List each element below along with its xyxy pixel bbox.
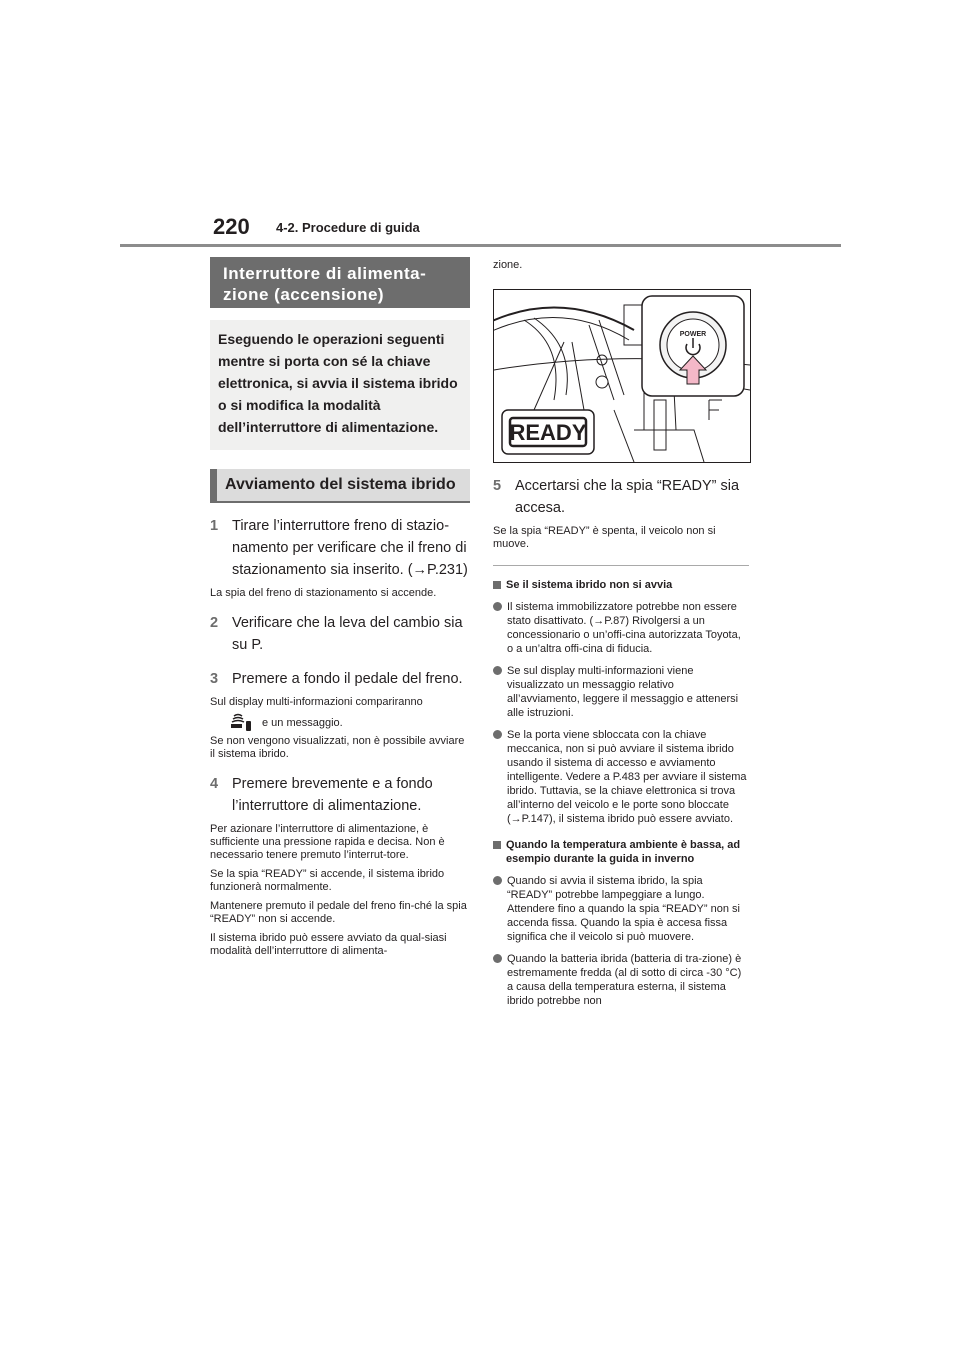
header-rule — [120, 244, 841, 247]
step-5 — [493, 475, 749, 519]
left-column — [210, 257, 470, 958]
step-2 — [210, 612, 470, 656]
step-note: Per azionare l’interruttore di alimentazione, è sufficiente una pressione rapida e decisa. Non è necessario tenere premuto l’interrut-tore. — [210, 823, 445, 861]
indicator-text: e un messaggio. — [262, 717, 343, 729]
indicator-line — [210, 713, 470, 733]
step-note: Sul display multi-informazioni compariranno — [210, 696, 423, 708]
step-note: Se non vengono visualizzati, non è possibile avviare il sistema ibrido. — [210, 735, 465, 760]
bullet-dot-icon — [493, 876, 502, 885]
intro-box: Eseguendo le operazioni seguenti mentre si porta con sé la chiave elettronica, si avvia il sistema ibrido o si modifica la modalità dell’interruttore di alimentazione. — [210, 320, 470, 450]
power-label: POWER — [679, 331, 707, 338]
list-item — [493, 952, 749, 1008]
bullet-dot-icon — [493, 730, 502, 739]
notice-heading — [493, 838, 749, 866]
bullet-text: Se sul display multi-informazioni viene visualizzato un messaggio relativo all’avviamento, leggere il messaggio e attenersi alle istruzioni. — [507, 665, 739, 719]
section-title: Interruttore di alimenta-zione (accensione) — [210, 257, 470, 308]
step-4 — [210, 773, 470, 817]
brake-pedal-icon — [228, 713, 254, 733]
bullet-text: Quando si avvia il sistema ibrido, la spia “READY” potrebbe lampeggiare a lungo. Attendere fino a quando la spia “READY” non si accenda fissa. Quando la spia è accesa fissa significa che il veicolo si può muovere. — [507, 875, 740, 943]
step-number: 3 — [210, 671, 219, 687]
power-switch-figure — [493, 289, 751, 463]
step-note: La spia del freno di stazionamento si accende. — [210, 587, 437, 599]
continuation-text: zione. — [493, 259, 523, 271]
step-note: Il sistema ibrido può essere avviato da qual-siasi modalità dell’interruttore di alimenta- — [210, 932, 447, 957]
step-text: Tirare l’interruttore freno di stazio-namento per verificare che il freno di stazionamento sia inserito. (→P.231) — [232, 518, 468, 578]
subsection-title: Avviamento del sistema ibrido — [210, 469, 470, 503]
bullet-dot-icon — [493, 602, 502, 611]
section-header: 4-2. Procedure di guida — [276, 220, 420, 235]
bullet-text: Quando la batteria ibrida (batteria di tra-zione) è estremamente fredda (al di sotto di circa -30 °C) a causa della temperatura esterna, il sistema ibrido potrebbe non — [507, 953, 742, 1007]
step-note: Se la spia “READY” è spenta, il veicolo non si muove. — [493, 525, 716, 550]
heading-text: Quando la temperatura ambiente è bassa, ad esempio durante la guida in inverno — [506, 839, 741, 865]
step-text: Premere a fondo il pedale del freno. — [232, 671, 463, 687]
step-number: 2 — [210, 615, 219, 631]
bullet-text: Se la porta viene sbloccata con la chiave meccanica, non si può avviare il sistema ibrido usando il sistema di accesso e avviamento intelligente. Vedere a P.483 per avviare il sistema ibrido. Tuttavia, se la chiave elettronica si trova all’interno del veicolo e le porte sono bloccate (→P.147), il sistema ibrido può essere avviato. — [507, 729, 747, 825]
notice-heading — [493, 578, 749, 592]
list-item — [493, 600, 749, 656]
ready-label: READY — [509, 420, 587, 445]
dashboard-illustration — [494, 290, 750, 462]
square-bullet-icon — [493, 581, 501, 589]
step-number: 1 — [210, 518, 219, 534]
step-text: Premere brevemente e a fondo l’interruttore di alimentazione. — [232, 776, 433, 814]
step-note: Se la spia “READY” si accende, il sistema ibrido funzionerà normalmente. — [210, 868, 445, 893]
list-item — [493, 874, 749, 944]
page-number: 220 — [213, 214, 250, 239]
step-text: Verificare che la leva del cambio sia su P. — [232, 615, 463, 653]
step-3 — [210, 668, 470, 690]
right-column — [493, 257, 749, 1008]
square-bullet-icon — [493, 841, 501, 849]
step-1 — [210, 515, 470, 581]
step-note: Mantenere premuto il pedale del freno fin-ché la spia “READY” non si accende. — [210, 900, 467, 925]
bullet-text: Il sistema immobilizzatore potrebbe non essere stato disattivato. (→P.87) Rivolgersi a un concessionario o un’offi-cina autorizzata Toyota, o a un’altra offi-cina di fiducia. — [507, 601, 741, 655]
step-text: Accertarsi che la spia “READY” sia accesa. — [515, 478, 740, 516]
step-number: 5 — [493, 478, 502, 494]
heading-text: Se il sistema ibrido non si avvia — [506, 579, 673, 591]
divider — [493, 565, 749, 566]
bullet-dot-icon — [493, 954, 502, 963]
list-item — [493, 664, 749, 720]
bullet-dot-icon — [493, 666, 502, 675]
list-item — [493, 728, 749, 826]
step-number: 4 — [210, 776, 219, 792]
